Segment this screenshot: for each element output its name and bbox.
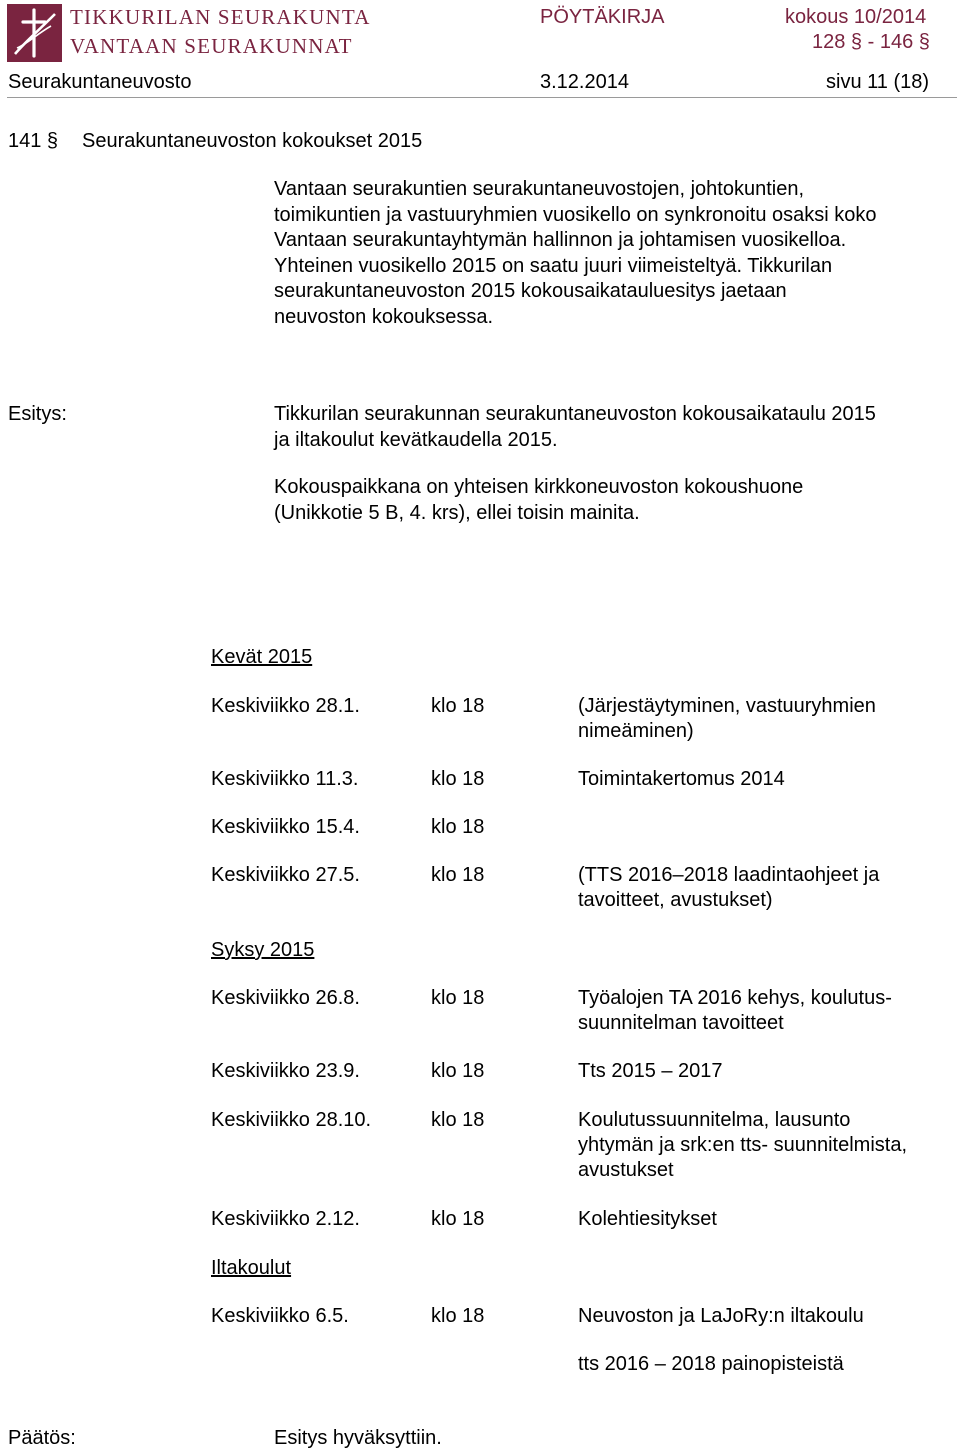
schedule-time: klo 18 [431,864,485,886]
schedule-note: yhtymän ja srk:en tts- suunnitelmista, [578,1134,908,1156]
decision-label: Päätös: [8,1427,76,1449]
schedule-note: Kolehtiesitykset [578,1208,717,1230]
schedule-note: tavoitteet, avustukset) [578,889,773,911]
schedule-day: Keskiviikko 15.4. [211,816,360,838]
cross-logo-icon [7,4,62,62]
header-divider [7,97,957,98]
intro-line: Yhteinen vuosikello 2015 on saatu juuri viimeisteltyä. Tikkurilan [274,254,833,277]
venue-text [274,475,803,526]
schedule-time: klo 18 [431,768,485,790]
intro-paragraph [274,177,877,330]
schedule-day: Keskiviikko 27.5. [211,864,360,886]
venue-line: Kokouspaikkana on yhteisen kirkkoneuvoston kokoushuone [274,476,804,498]
schedule-day: Keskiviikko 28.10. [211,1109,372,1131]
intro-line: Vantaan seurakuntien seurakuntaneuvostojen, johtokuntien, [274,178,805,200]
schedule-note: Koulutussuunnitelma, lausunto [578,1109,851,1131]
evening-extra-note: tts 2016 – 2018 painopisteistä [578,1353,844,1375]
schedule-time: klo 18 [431,1060,485,1082]
proposal-text [274,402,876,453]
section-range: 128 § - 146 § [812,31,930,53]
page-number: sivu 11 (18) [826,71,930,93]
schedule-time: klo 18 [431,695,485,717]
document-type: PÖYTÄKIRJA [540,6,665,28]
schedule-note: Tts 2015 – 2017 [578,1060,723,1082]
intro-line: Vantaan seurakuntayhtymän hallinnon ja johtamisen vuosikelloa. [274,229,847,251]
schedule-note: Toimintakertomus 2014 [578,768,785,790]
org-name-line2: VANTAAN SEURAKUNNAT [70,34,353,58]
evening-heading: Iltakoulut [211,1257,292,1279]
schedule-note: (Järjestäytyminen, vastuuryhmien [578,695,876,717]
schedule-note: nimeäminen) [578,720,694,742]
schedule-day: Keskiviikko 11.3. [211,768,359,790]
schedule-note: avustukset [578,1159,674,1181]
intro-line: toimikuntien ja vastuuryhmien vuosikello on synkronoitu osaksi koko [274,203,877,226]
schedule-time: klo 18 [431,816,485,838]
schedule-day: Keskiviikko 2.12. [211,1208,360,1230]
proposal-line: ja iltakoulut kevätkaudella 2015. [274,428,558,451]
schedule-day: Keskiviikko 6.5. [211,1305,349,1327]
meeting-date: 3.12.2014 [540,71,629,93]
schedule-note: Työalojen TA 2016 kehys, koulutus- [578,987,892,1009]
schedule-time: klo 18 [431,1109,485,1131]
schedule-time: klo 18 [431,987,485,1009]
decision-text: Esitys hyväksyttiin. [274,1427,442,1449]
org-name-line1: TIKKURILAN SEURAKUNTA [70,5,371,29]
intro-line: seurakuntaneuvoston 2015 kokousaikatauluesitys jaetaan [274,280,787,302]
venue-line: (Unikkotie 5 B, 4. krs), ellei toisin mainita. [274,501,640,524]
schedule-day: Keskiviikko 28.1. [211,695,360,717]
schedule-note: (TTS 2016–2018 laadintaohjeet ja [578,864,880,886]
autumn-heading: Syksy 2015 [211,939,315,961]
section-title: Seurakuntaneuvoston kokoukset 2015 [82,130,423,152]
proposal-label: Esitys: [8,403,67,425]
intro-line: neuvoston kokouksessa. [274,305,494,328]
schedule-time: klo 18 [431,1208,485,1230]
schedule-note: suunnitelman tavoitteet [578,1012,784,1034]
schedule-day: Keskiviikko 23.9. [211,1060,360,1082]
spring-heading: Kevät 2015 [211,646,313,668]
body-name: Seurakuntaneuvosto [8,71,192,93]
schedule-time: klo 18 [431,1305,485,1327]
proposal-line: Tikkurilan seurakunnan seurakuntaneuvoston kokousaikataulu 2015 [274,403,876,425]
meeting-number: kokous 10/2014 [785,6,927,28]
schedule-note: Neuvoston ja LaJoRy:n iltakoulu [578,1305,864,1327]
section-number: 141 § [8,130,59,152]
schedule-day: Keskiviikko 26.8. [211,987,360,1009]
